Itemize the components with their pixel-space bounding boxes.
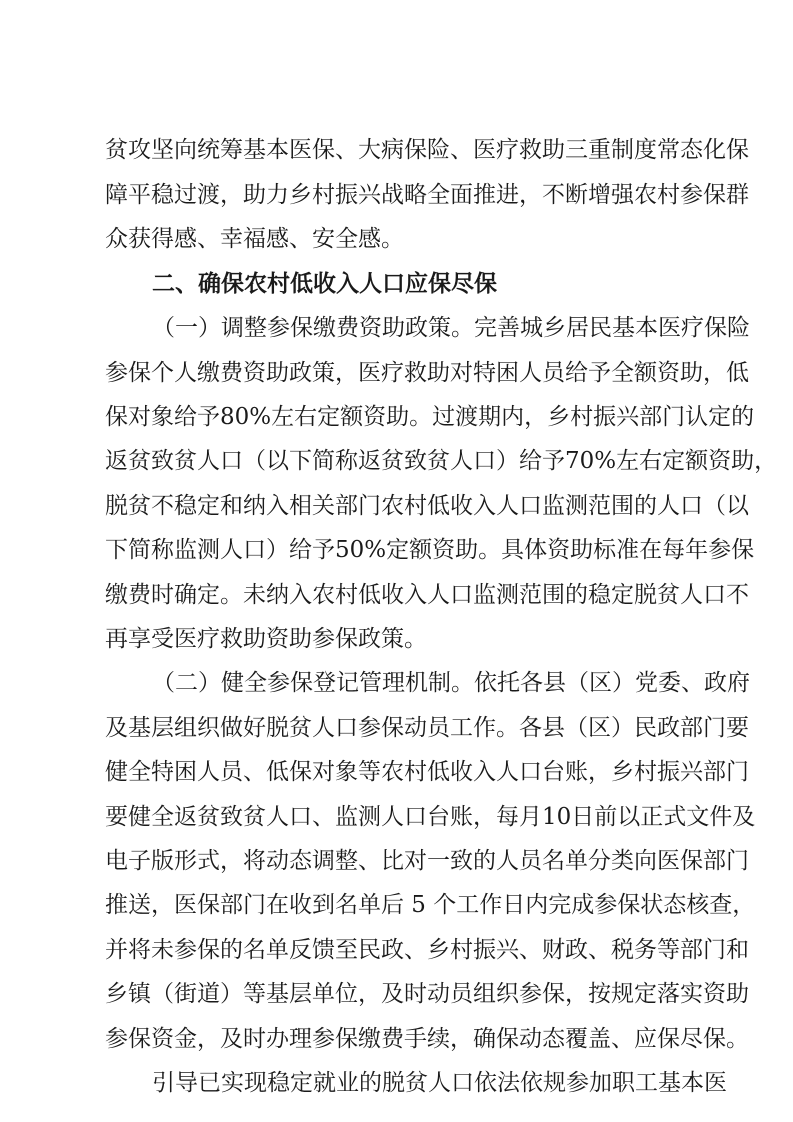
paragraph-line: 并将未参保的名单反馈至民政、乡村振兴、财政、税务等部门和: [105, 937, 749, 963]
paragraph-line: 贫攻坚向统筹基本医保、大病保险、医疗救助三重制度常态化保: [105, 137, 749, 163]
section-heading: 二、确保农村低收入人口应保尽保: [152, 271, 497, 297]
paragraph-line: 众获得感、幸福感、安全感。: [105, 226, 404, 252]
paragraph-line: 脱贫不稳定和纳入相关部门农村低收入人口监测范围的人口（以: [105, 493, 749, 519]
paragraph-line: （二）健全参保登记管理机制。依托各县（区）党委、政府: [152, 670, 750, 696]
paragraph-line: （一）调整参保缴费资助政策。完善城乡居民基本医疗保险: [152, 315, 750, 341]
paragraph-line: 乡镇（街道）等基层单位，及时动员组织参保，按规定落实资助: [105, 981, 749, 1007]
paragraph-line: 缴费时确定。未纳入农村低收入人口监测范围的稳定脱贫人口不: [105, 582, 749, 608]
paragraph-line: 参保个人缴费资助政策，医疗救助对特困人员给予全额资助，低: [105, 360, 749, 386]
paragraph-line: 参保资金，及时办理参保缴费手续，确保动态覆盖、应保尽保。: [105, 1026, 749, 1052]
paragraph-line: 电子版形式，将动态调整、比对一致的人员名单分类向医保部门: [105, 848, 749, 874]
paragraph-line: 健全特困人员、低保对象等农村低收入人口台账，乡村振兴部门: [105, 759, 749, 785]
paragraph-line: 再享受医疗救助资助参保政策。: [105, 626, 427, 652]
paragraph-line: 障平稳过渡，助力乡村振兴战略全面推进，不断增强农村参保群: [105, 182, 749, 208]
paragraph-line: 要健全返贫致贫人口、监测人口台账，每月10日前以正式文件及: [105, 804, 756, 830]
paragraph-line: 下简称监测人口）给予50%定额资助。具体资助标准在每年参保: [105, 537, 755, 563]
paragraph-line: 及基层组织做好脱贫人口参保动员工作。各县（区）民政部门要: [105, 715, 749, 741]
paragraph-line: 推送，医保部门在收到名单后 5 个工作日内完成参保状态核查，: [105, 892, 756, 918]
paragraph-line: 引导已实现稳定就业的脱贫人口依法依规参加职工基本医: [152, 1070, 727, 1096]
paragraph-line: 返贫致贫人口（以下简称返贫致贫人口）给予70%左右定额资助，: [105, 448, 778, 474]
paragraph-line: 保对象给予80%左右定额资助。过渡期内，乡村振兴部门认定的: [105, 404, 755, 430]
